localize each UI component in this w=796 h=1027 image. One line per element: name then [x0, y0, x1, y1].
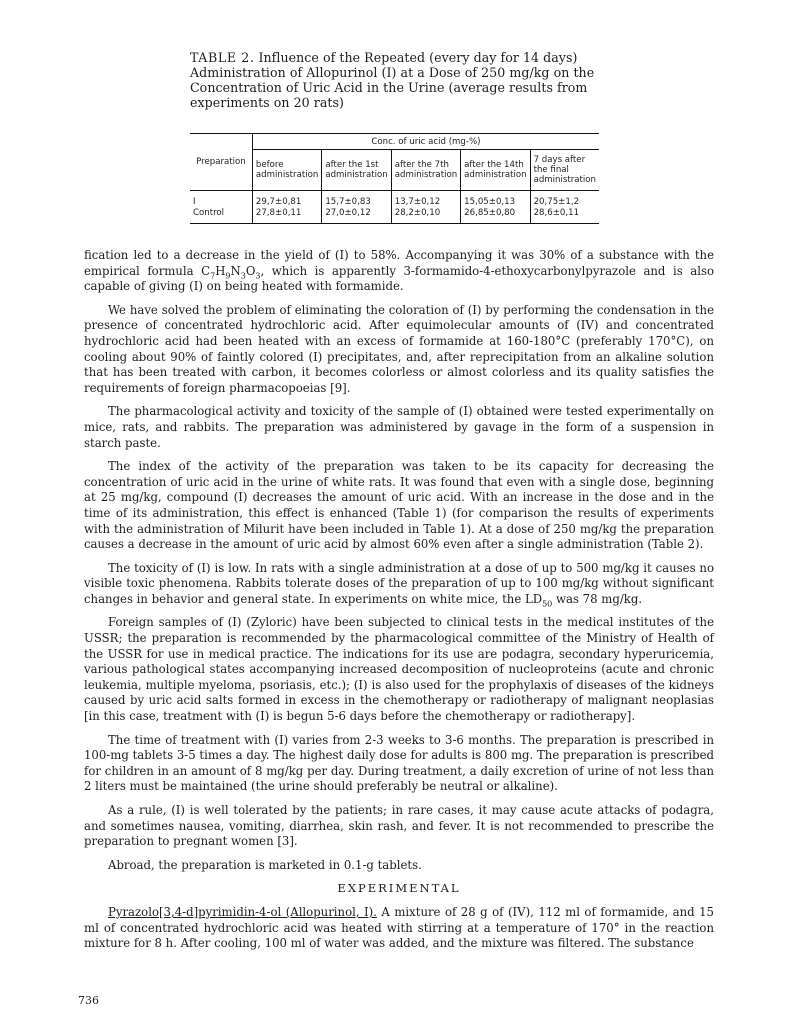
paragraph-6: Foreign samples of (I) (Zyloric) have been subjected to clinical tests in the medical institutes of the USSR; the preparation is recommended by the pharmacological committee of the Ministry of Health of the USSR for use in medical practice. The indications for its use are podagra, secondary hyperuricemia, various pathological states accompanying increased decomposition of nucleoproteins (acute and chronic leukemia, multiple myeloma, psoriasis, etc.); (I) is also used for the prophylaxis of diseases of the kidneys caused by uric acid salts formed in excess in the chemotherapy or radiotherapy of malignant neoplasias [in this case, treatment with (I) is begun 5-6 days before the chemotherapy or radiotherapy]. [84, 615, 714, 724]
cell-i-1st: 15,7±0,83 [325, 197, 371, 207]
row-label-i: I [193, 197, 196, 207]
group-header-uric-acid: Conc. of uric acid (mg-%) [252, 134, 599, 150]
paragraph-3: The pharmacological activity and toxicity of the sample of (I) obtained were tested experimentally on mice, rats, and rabbits. The preparation was administered by gavage in the form of a suspension in starch paste. [84, 404, 714, 450]
paragraph-2: We have solved the problem of eliminating the coloration of (I) by performing the condensation in the presence of concentrated hydrochloric acid. After equimolecular amounts of (IV) and concentrated hydrochloric acid had been heated with an excess of formamide at 160-180°C (preferably 170°C), on cooling about 90% of faintly colored (I) precipitates, and, after reprecipitation from an alkaline solution that has been treated with carbon, it becomes colorless or almost colorless and its quality satisfies the requirements of foreign pharmacopoeias [9]. [84, 302, 714, 395]
col-header-preparation: Preparation [190, 134, 252, 191]
cell-i-14th: 15,05±0,13 [464, 197, 516, 207]
cell-control-7-days-after: 28,6±0,11 [533, 208, 580, 218]
compound-title: Pyrazolo[3,4-d]pyrimidin-4-ol (Allopurinol, I). [108, 904, 377, 919]
cell-i-before: 29,7±0,81 [255, 197, 302, 207]
paragraph-4: The index of the activity of the preparation was taken to be its capacity for decreasing the concentration of uric acid in the urine of white rats. It was found that even with a single dose, beginning at 25 mg/kg, compound (I) decreases the amount of uric acid. With an increase in the dose and in the time of its administration, this effect is enhanced (Table 1) (for comparison the results of experiments with the administration of Milurit have been included in Table 1). At a dose of 250 mg/kg the preparation causes a decrease in the amount of uric acid by almost 60% even after a single administration (Table 2). [84, 459, 714, 552]
subheader-7th: after the 7th administration [391, 150, 460, 191]
table-cell-7-days-after [530, 191, 599, 224]
cell-control-1st: 27,0±0,12 [325, 208, 371, 218]
cell-control-7th: 28,2±0,10 [394, 208, 441, 218]
body-text [84, 248, 714, 960]
page-number: 736 [78, 994, 99, 1007]
subheader-before: before administration [252, 150, 321, 191]
table-caption-text: Influence of the Repeated (every day for 14 days) Administration of Allopurinol (I) at a Dose of 250 mg/kg on the Concentration of Uric Acid in the Urine (average results from experiments on 20 rats) [190, 50, 595, 110]
paragraph-1: fication led to a decrease in the yield of (I) to 58%. Accompanying it was 30% of a substance with the empirical formula $C_7H_9N_3O_3$, which is apparently 3-formamido-4-ethoxycarbonylpyrazole and is also capable of giving (I) on being heated with formamide. [84, 248, 714, 294]
paragraph-5: The toxicity of (I) is low. In rats with a single administration at a dose of up to 500 mg/kg it causes no visible toxic phenomena. Rabbits tolerate doses of the preparation of up to 100 mg/kg without significant changes in behavior and general state. In experiments on white mice, the $LD_{50}$ was 78 mg/kg. [84, 560, 714, 609]
table-cell-1st [322, 191, 391, 224]
table-cell-prep [190, 191, 252, 224]
table-cell-7th [391, 191, 460, 224]
row-label-control: Control [193, 208, 225, 218]
cell-control-14th: 26,85±0,80 [464, 208, 516, 218]
subheader-7-days-after: 7 days after the final administration [530, 150, 599, 191]
cell-i-7th: 13,7±0,12 [394, 197, 441, 207]
paragraph-7: The time of treatment with (I) varies from 2-3 weeks to 3-6 months. The preparation is prescribed in 100-mg tablets 3-5 times a day. The highest daily dose for adults is 800 mg. The preparation is prescribed for children in an amount of 8 mg/kg per day. During treatment, a daily excretion of urine of not less than 2 liters must be maintained (the urine should preferably be neutral or alkaline). [84, 732, 714, 794]
cell-i-7-days-after: 20,75±1,2 [533, 197, 580, 207]
subheader-14th: after the 14th administration [461, 150, 530, 191]
table-cell-14th [461, 191, 530, 224]
table-caption [190, 50, 610, 110]
paragraph-9: Abroad, the preparation is marketed in 0.1-g tablets. [108, 857, 422, 872]
table-cell-before [252, 191, 321, 224]
uric-acid-table [190, 133, 599, 224]
paragraph-8: As a rule, (I) is well tolerated by the patients; in rare cases, it may cause acute attacks of podagra, and sometimes nausea, vomiting, diarrhea, skin rash, and fever. It is not recommended to prescribe the preparation to pregnant women [3]. [84, 803, 714, 849]
cell-control-before: 27,8±0,11 [255, 208, 302, 218]
table-body-row [190, 191, 599, 224]
section-heading-experimental: EXPERIMENTAL [337, 881, 461, 896]
table-label: TABLE 2. [190, 50, 255, 65]
subheader-1st: after the 1st administration [322, 150, 391, 191]
paragraph-experimental: Pyrazolo[3,4-d]pyrimidin-4-ol (Allopurinol, I). A mixture of 28 g of (IV), 112 ml of formamide, and 15 ml of concentrated hydrochloric acid was heated with stirring at a temperature of 170° in the reaction mixture for 8 h. After cooling, 100 ml of water was added, and the mixture was filtered. The substance [84, 904, 714, 951]
